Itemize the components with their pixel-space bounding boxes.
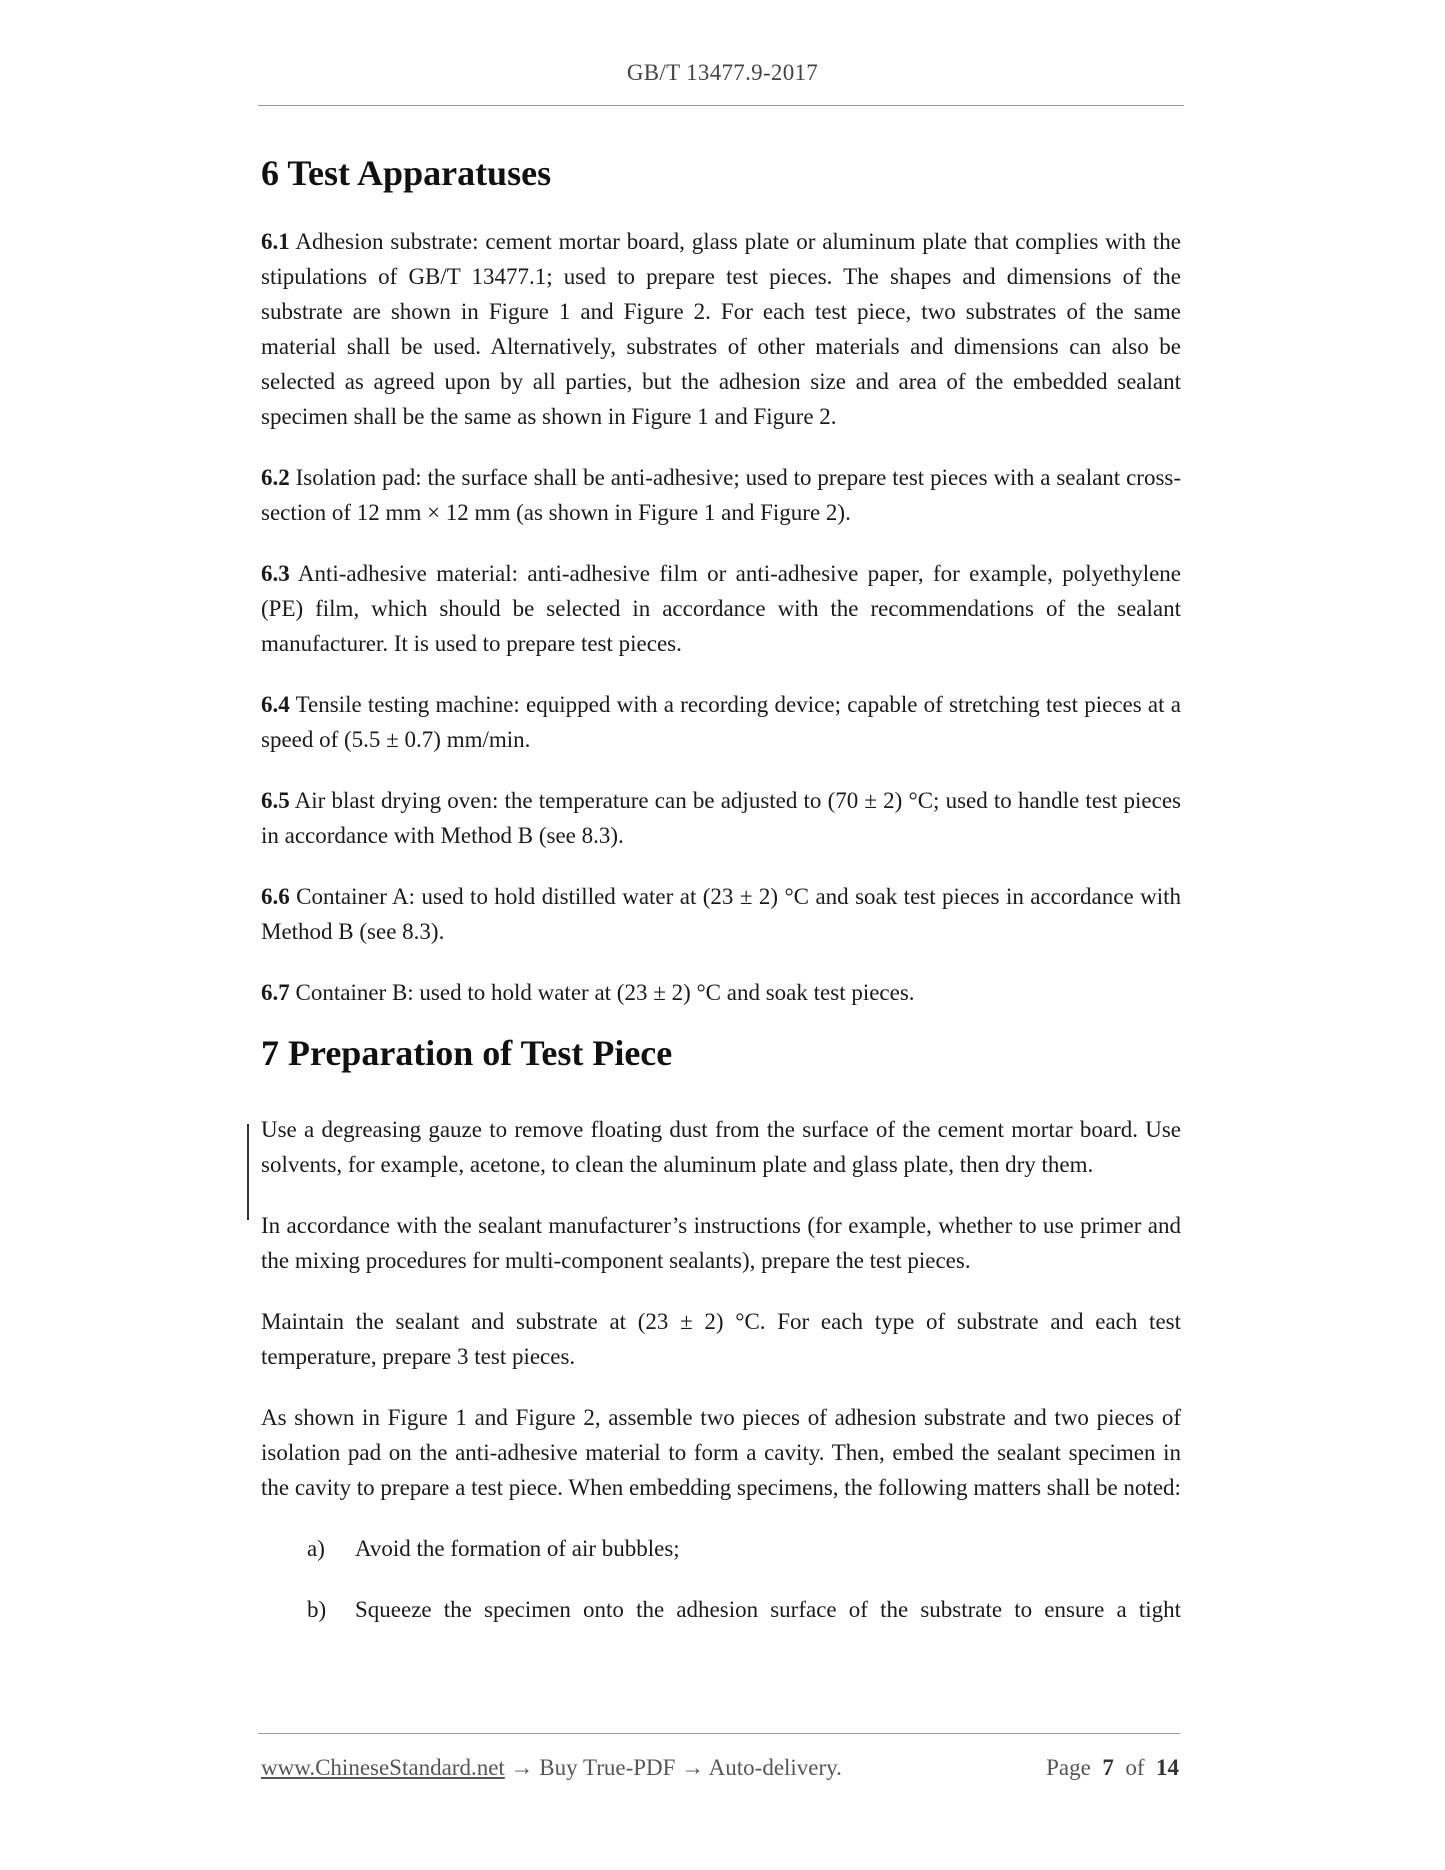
- clause-6-7: [261, 975, 1181, 1010]
- clause-number: 6.7: [261, 979, 290, 1005]
- clause-6-5: [261, 783, 1181, 853]
- clause-text: Container B: used to hold water at (23 ± 2) °C and soak test pieces.: [289, 979, 915, 1005]
- footer-tagline: → Buy True-PDF → Auto-delivery.: [504, 1755, 842, 1780]
- clause-text: Adhesion substrate: cement mortar board, glass plate or aluminum plate that complies with the stipulations of GB/T 13477.1; used to prepare test pieces. The shapes and dimensions of the substrate are shown in Figure 1 and Figure 2. For each test piece, two substrates of the same material shall be used. Alternatively, substrates of other materials and dimensions can also be selected as agreed upon by all parties, but the adhesion size and area of the embedded sealant specimen shall be the same as shown in Figure 1 and Figure 2.: [261, 228, 1181, 429]
- clause-number: 6.2: [261, 464, 290, 490]
- section-7-paragraph: In accordance with the sealant manufacturer’s instructions (for example, whether to use primer and the mixing procedures for multi-component sealants), prepare the test pieces.: [261, 1212, 1181, 1273]
- site-link[interactable]: www.ChineseStandard.net: [261, 1755, 505, 1780]
- list-marker: a): [307, 1535, 325, 1561]
- section-7-paragraph: Maintain the sealant and substrate at (23 ± 2) °C. For each type of substrate and each test temperature, prepare 3 test pieces.: [261, 1308, 1181, 1369]
- page-of: of: [1125, 1755, 1145, 1780]
- list-item: [307, 1531, 1181, 1566]
- list-text: Avoid the formation of air bubbles;: [355, 1535, 680, 1561]
- page-number: [1046, 1755, 1179, 1781]
- clause-6-6: [261, 879, 1181, 949]
- clause-6-1: [261, 224, 1181, 434]
- footer-left: [261, 1755, 842, 1781]
- clause-text: Tensile testing machine: equipped with a recording device; capable of stretching test pieces at a speed of (5.5 ± 0.7) mm/min.: [261, 691, 1181, 752]
- page-label: Page: [1046, 1755, 1091, 1780]
- header-divider: [258, 105, 1184, 106]
- section-6-heading: 6 Test Apparatuses: [261, 153, 552, 193]
- page-current: 7: [1102, 1755, 1114, 1780]
- revision-change-bar: [247, 1124, 249, 1220]
- clause-text: Isolation pad: the surface shall be anti-adhesive; used to prepare test pieces with a sealant cross-section of 12 mm × 12 mm (as shown in Figure 1 and Figure 2).: [261, 464, 1181, 525]
- section-7-paragraph: Use a degreasing gauze to remove floating dust from the surface of the cement mortar board. Use solvents, for example, acetone, to clean the aluminum plate and glass plate, then dry them.: [261, 1116, 1181, 1177]
- clause-text: Anti-adhesive material: anti-adhesive film or anti-adhesive paper, for example, polyethylene (PE) film, which should be selected in accordance with the recommendations of the sealant manufacturer. It is used to prepare test pieces.: [261, 560, 1181, 656]
- page-content: [261, 150, 1181, 1653]
- list-marker: b): [307, 1596, 327, 1622]
- clause-text: Air blast drying oven: the temperature can be adjusted to (70 ± 2) °C; used to handle test pieces in accordance with Method B (see 8.3).: [261, 787, 1181, 848]
- clause-6-3: [261, 556, 1181, 661]
- page-footer: [261, 1755, 1179, 1781]
- page-total: 14: [1156, 1755, 1179, 1780]
- clause-6-2: [261, 460, 1181, 530]
- section-7-heading: 7 Preparation of Test Piece: [261, 1032, 673, 1073]
- clause-number: 6.6: [261, 883, 290, 909]
- section-7-paragraph: As shown in Figure 1 and Figure 2, assemble two pieces of adhesion substrate and two pieces of isolation pad on the anti-adhesive material to form a cavity. Then, embed the sealant specimen in the cavity to prepare a test piece. When embedding specimens, the following matters shall be noted:: [261, 1404, 1181, 1500]
- clause-number: 6.5: [261, 787, 290, 813]
- list-text: Squeeze the specimen onto the adhesion surface of the substrate to ensure a tight: [355, 1596, 1181, 1622]
- clause-text: Container A: used to hold distilled water at (23 ± 2) °C and soak test pieces in accordance with Method B (see 8.3).: [261, 883, 1181, 944]
- clause-number: 6.1: [261, 228, 290, 254]
- footer-divider: [258, 1733, 1180, 1734]
- clause-6-4: [261, 687, 1181, 757]
- header-standard-code: GB/T 13477.9-2017: [626, 60, 819, 85]
- clause-number: 6.3: [261, 560, 290, 586]
- list-item: [307, 1592, 1181, 1627]
- clause-number: 6.4: [261, 691, 290, 717]
